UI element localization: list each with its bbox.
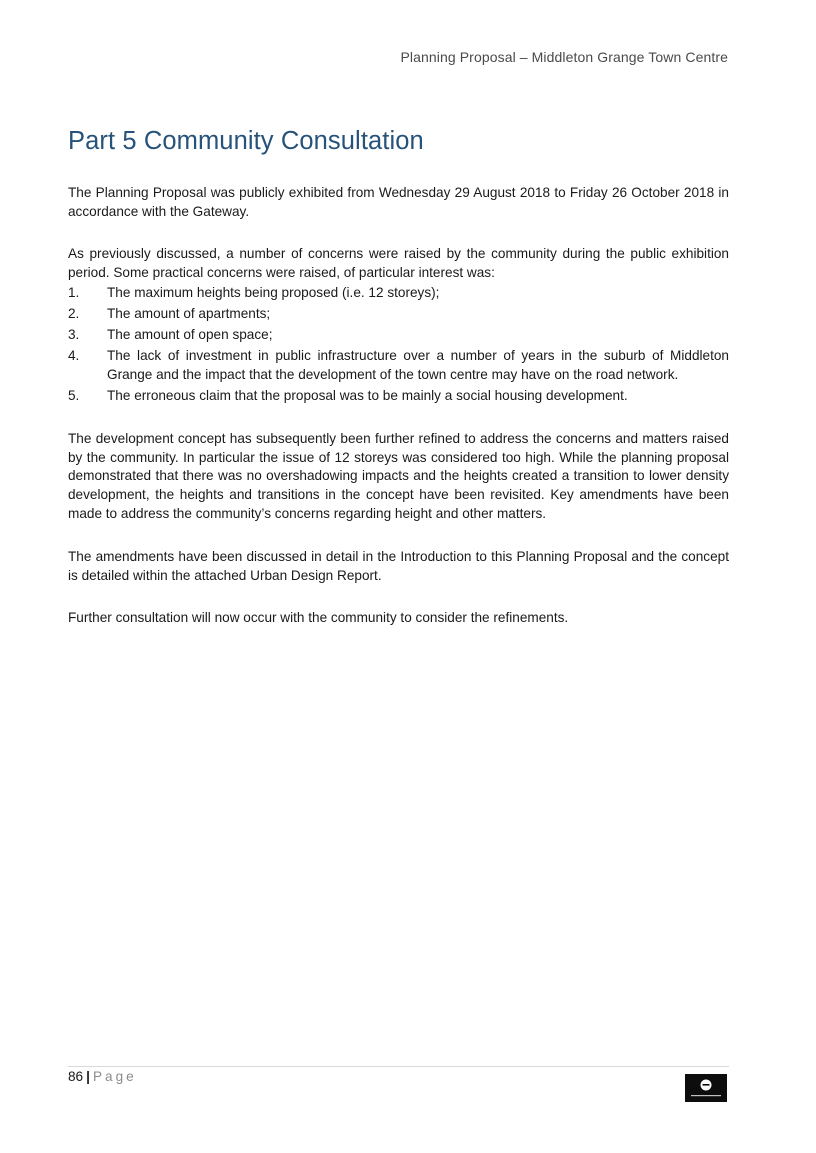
paragraph-refinement: The development concept has subsequently been further refined to address the concerns and matters raised by the community. In particular the issue of 12 storeys was considered too high. While the planning proposal demonstrated that there was no overshadowing impacts and the heights created a transition to lower density development, the heights and transitions in the concept have been revisited. Key amendments have been made to address the community’s concerns regarding height and other matters. xyxy=(68,431,729,521)
paragraph-further-consultation: Further consultation will now occur with the community to consider the refinements. xyxy=(68,610,569,625)
concerns-list xyxy=(68,284,729,408)
list-item-text: The lack of investment in public infrastructure over a number of years in the suburb of Middleton Grange and the impact that the development of the town centre may have on the road network. xyxy=(107,348,729,382)
list-item-text: The erroneous claim that the proposal was to be mainly a social housing development. xyxy=(107,387,628,403)
list-item-number: 5. xyxy=(68,387,80,403)
page-number: 86 xyxy=(68,1069,84,1084)
list-item xyxy=(68,387,729,406)
list-item-number: 1. xyxy=(68,285,80,300)
list-item-number: 3. xyxy=(68,327,80,342)
paragraph-exhibition: The Planning Proposal was publicly exhibited from Wednesday 29 August 2018 to Friday 26 October 2018 in accordance with the Gateway. xyxy=(68,185,729,219)
list-item-text: The amount of apartments; xyxy=(107,306,271,321)
footer-divider xyxy=(68,1066,729,1067)
company-logo-icon xyxy=(685,1074,727,1102)
list-item xyxy=(68,347,729,384)
list-item-number: 2. xyxy=(68,306,80,321)
list-item-text: The maximum heights being proposed (i.e. 12 storeys); xyxy=(107,285,440,300)
list-item-text: The amount of open space; xyxy=(107,327,273,342)
list-item xyxy=(68,326,729,345)
section-title: Part 5 Community Consultation xyxy=(68,127,424,155)
list-item xyxy=(68,284,729,303)
paragraph-amendments: The amendments have been discussed in detail in the Introduction to this Planning Proposal and the concept is detailed within the attached Urban Design Report. xyxy=(68,549,729,583)
paragraph-concerns-intro: As previously discussed, a number of concerns were raised by the community during the public exhibition period. Some practical concerns were raised, of particular interest was: xyxy=(68,246,729,280)
list-item-number: 4. xyxy=(68,348,80,363)
page-footer-label xyxy=(68,1069,137,1084)
page-separator: | xyxy=(86,1069,90,1084)
list-item xyxy=(68,305,729,324)
page-word: Page xyxy=(92,1069,137,1084)
running-header: Planning Proposal – Middleton Grange Town Centre xyxy=(400,49,728,65)
